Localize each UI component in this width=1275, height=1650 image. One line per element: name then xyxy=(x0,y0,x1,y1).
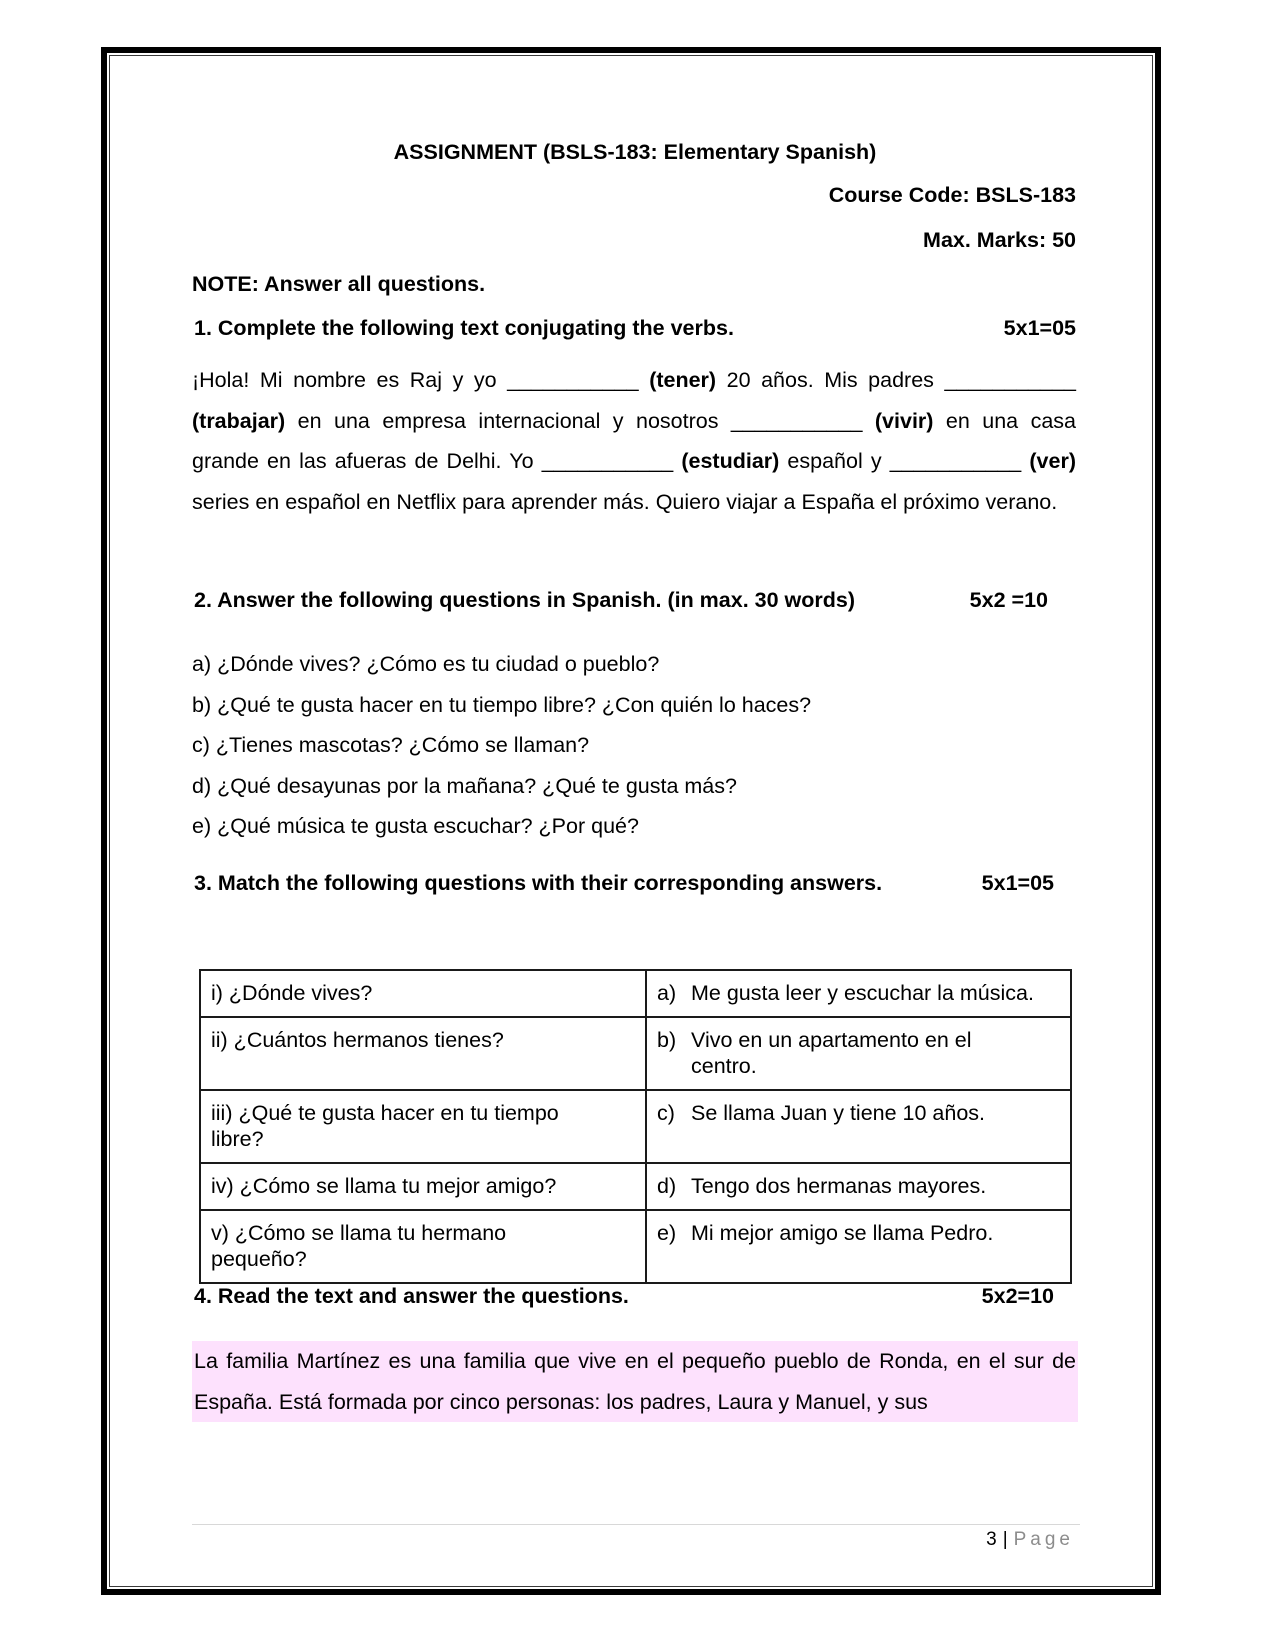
blank-5[interactable]: ___________ xyxy=(889,449,1022,473)
q4-marks: 5x2=10 xyxy=(981,1284,1054,1308)
q1-heading-text: 1. Complete the following text conjugating the verbs. xyxy=(194,316,734,340)
match-answer: Se llama Juan y tiene 10 años. xyxy=(691,1101,986,1125)
blank-1[interactable]: ___________ xyxy=(507,368,639,392)
match-answer-cell xyxy=(646,1210,1071,1283)
q4-heading xyxy=(194,1284,1054,1309)
answer-label: b) xyxy=(657,1028,677,1052)
q1-text: ¡Hola! Mi nombre es Raj y yo xyxy=(192,368,508,392)
verb-5: (ver) xyxy=(1029,449,1076,473)
q4-passage: La familia Martínez es una familia que vive en el pequeño pueblo de Ronda, en el sur de España. Está formada por cinco personas: los padres, Laura y Manuel, y sus xyxy=(192,1341,1078,1422)
match-answer-cell xyxy=(646,1163,1071,1210)
max-marks: Max. Marks: 50 xyxy=(923,228,1076,252)
answer-label: e) xyxy=(657,1221,677,1245)
q1-marks: 5x1=05 xyxy=(1003,316,1076,340)
match-question: ii) ¿Cuántos hermanos tienes? xyxy=(200,1017,646,1090)
q1-text: en una empresa internacional y nosotros xyxy=(285,408,731,433)
blank-2[interactable]: ___________ xyxy=(944,368,1076,392)
match-table xyxy=(199,969,1072,1284)
table-row xyxy=(200,970,1071,1017)
q4-heading-text: 4. Read the text and answer the questions. xyxy=(194,1284,629,1308)
q1-text: 20 años. Mis padres xyxy=(716,368,945,392)
answer-label: a) xyxy=(657,981,677,1005)
match-answer: Mi mejor amigo se llama Pedro. xyxy=(691,1221,994,1245)
answer-label: c) xyxy=(657,1101,675,1125)
q3-heading-text: 3. Match the following questions with their corresponding answers. xyxy=(194,871,883,895)
match-answer: Tengo dos hermanas mayores. xyxy=(691,1174,987,1198)
match-question-text: v) ¿Cómo se llama tu hermano pequeño? xyxy=(211,1221,507,1271)
q3-heading xyxy=(194,871,1054,896)
table-row xyxy=(200,1017,1071,1090)
match-question: i) ¿Dónde vives? xyxy=(200,970,646,1017)
q1-text: series en español en Netflix para aprender más. Quiero viajar a España el próximo verano. xyxy=(192,489,1058,514)
match-answer-cell xyxy=(646,1090,1071,1163)
document-title: ASSIGNMENT (BSLS-183: Elementary Spanish) xyxy=(393,140,877,164)
q2-item: a) ¿Dónde vives? ¿Cómo es tu ciudad o pueblo? xyxy=(192,652,660,676)
q2-item: d) ¿Qué desayunas por la mañana? ¿Qué te gusta más? xyxy=(192,773,737,798)
table-row xyxy=(200,1210,1071,1283)
match-question xyxy=(200,1210,646,1283)
q2-item: c) ¿Tienes mascotas? ¿Cómo se llaman? xyxy=(192,733,590,757)
q3-marks: 5x1=05 xyxy=(981,871,1054,895)
match-question: iv) ¿Cómo se llama tu mejor amigo? xyxy=(200,1163,646,1210)
match-question-text: iii) ¿Qué te gusta hacer en tu tiempo libre? xyxy=(211,1101,559,1151)
match-answer-cell xyxy=(646,1017,1071,1090)
table-row xyxy=(200,1163,1071,1210)
q1-text: en una casa grande en las afueras de Delhi. Yo xyxy=(192,408,1076,473)
page-label: Page xyxy=(1013,1529,1074,1550)
page-footer xyxy=(986,1529,1074,1551)
match-answer: Vivo en un apartamento en el centro. xyxy=(691,1028,972,1078)
match-question xyxy=(200,1090,646,1163)
footer-separator: | xyxy=(1002,1529,1008,1550)
q1-heading xyxy=(194,316,1076,341)
q2-list xyxy=(192,644,1074,847)
q2-heading-text: 2. Answer the following questions in Spanish. (in max. 30 words) xyxy=(194,588,856,612)
blank-4[interactable]: ___________ xyxy=(541,449,674,473)
q2-item: b) ¿Qué te gusta hacer en tu tiempo libre? ¿Con quién lo haces? xyxy=(192,692,812,717)
table-row xyxy=(200,1090,1071,1163)
q2-item: e) ¿Qué música te gusta escuchar? ¿Por qué? xyxy=(192,814,639,838)
verb-3: (vivir) xyxy=(874,408,934,433)
verb-1: (tener) xyxy=(649,368,717,392)
q2-marks: 5x2 =10 xyxy=(969,588,1048,612)
verb-4: (estudiar) xyxy=(681,449,780,473)
answer-label: d) xyxy=(657,1174,677,1198)
note: NOTE: Answer all questions. xyxy=(192,272,486,296)
match-answer-cell xyxy=(646,970,1071,1017)
footer-divider xyxy=(192,1524,1080,1525)
verb-2: (trabajar) xyxy=(192,408,286,433)
blank-3[interactable]: ___________ xyxy=(730,408,863,433)
q1-passage xyxy=(192,360,1076,522)
page-number: 3 xyxy=(986,1529,997,1550)
q2-heading xyxy=(194,588,1048,613)
course-code: Course Code: BSLS-183 xyxy=(828,183,1076,207)
match-answer: Me gusta leer y escuchar la música. xyxy=(691,981,1034,1005)
q1-text: español y xyxy=(779,449,890,473)
